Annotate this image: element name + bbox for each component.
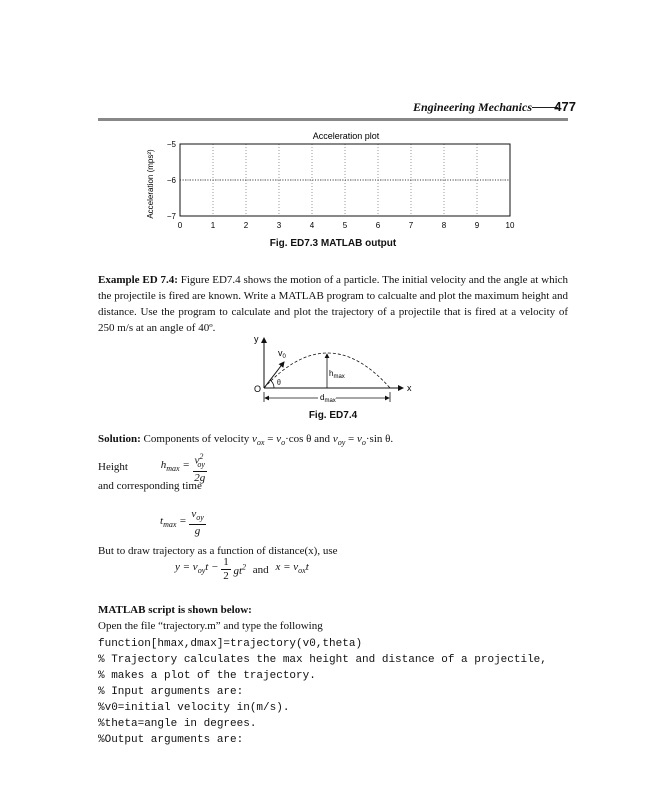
example-text: Figure ED7.4 shows the motion of a particle. The initial velocity and the angle at which the projectile is fired are known. Write a MATLAB program to calcualte and plot the maximum height and distance. Use the program to calculate and plot the trajectory of a projectile that is fired at a velocity of 250 m/s at an angle of 40º. [98,274,569,334]
chart-svg [140,128,530,236]
equals-2: = [345,433,357,445]
code-line: % Input arguments are: [98,686,244,698]
hmax-label: $h_{max}$ [329,369,345,380]
x-tick-label: 5 [342,221,348,230]
x-tick-label: 1 [210,221,216,230]
chart-ylabel: Acceleration (mps²) [146,149,155,219]
gt2-term: $gt^2$ [233,562,247,578]
acceleration-chart [140,128,530,236]
x-eq: $x = v_{ox}t$ [275,561,309,576]
code-line: %Output arguments are: [98,734,244,746]
x-tick-label: 6 [375,221,381,230]
code-line: % Trajectory calculates the max height and distance of a projectile, [98,654,547,666]
solution-text: Components of velocity [143,433,250,445]
example-label: Example ED 7.4: [98,274,178,286]
example-paragraph [98,272,568,336]
cos-text: ·cos θ and [285,433,331,445]
x-tick-label: 7 [408,221,414,230]
height-word: Height [98,461,128,474]
y-tick-label: −7 [166,212,176,221]
time-intro: and corresponding time [98,480,202,492]
solution-label: Solution: [98,433,141,445]
time-equation [160,508,360,538]
x-axis-label: x [407,383,412,393]
projectile-diagram [248,332,418,412]
v0-vector [264,362,284,388]
dmax-label: $d_{max}$ [320,393,336,404]
page-header [98,96,576,116]
voy-symbol: $v_{oy}$ [332,433,346,448]
page-number: 477 [554,99,576,114]
x-tick-label: 3 [276,221,282,230]
sin-text: ·sin θ. [365,433,394,445]
theta-label: θ [277,378,281,387]
time-fraction: $\frac{v_{oy}}{g}$ [191,508,204,538]
fig-ed7-3-caption: Fig. ED7.3 MATLAB output [269,238,397,249]
code-line: function[hmax,dmax]=trajectory(v0,theta) [98,638,363,650]
vo-symbol-2: $v_o$ [356,433,366,448]
vo-symbol-1: $v_o$ [276,433,286,448]
code-block [98,636,568,748]
vox-symbol: $v_{ox}$ [252,433,265,448]
x-tick-label: 4 [309,221,315,230]
and-word: and [252,563,269,576]
trajectory-equation [175,556,475,583]
trajectory-intro: But to draw trajectory as a function of distance(x), use [98,545,338,557]
theta-arc [270,380,274,388]
x-tick-label: 8 [441,221,447,230]
code-line: %theta=angle in degrees. [98,718,257,730]
x-tick-labels [178,221,515,230]
tmax-symbol: $t_{max}$ = [160,515,187,530]
code-line: % makes a plot of the trajectory. [98,670,316,682]
y-axis-label: y [254,334,259,344]
y-tick-labels [167,140,177,221]
header-rule [98,118,568,121]
code-line: %v0=initial velocity in(m/s). [98,702,290,714]
v0-label: $v_0$ [278,348,286,360]
chart-title: Acceleration plot [312,131,380,141]
x-tick-label: 9 [474,221,480,230]
origin-label: O [254,384,262,394]
y-tick-label: −6 [166,176,176,185]
fig-ed7-4-caption: Fig. ED7.4 [308,410,358,421]
script-intro: Open the file “trajectory.m” and type the following [98,620,323,632]
x-tick-label: 0 [177,221,183,230]
height-fraction: $\frac{v^2_{oy}}{2g}$ [194,452,206,484]
hmax-symbol: $h_{max}$ = [160,459,190,474]
x-tick-label: 10 [505,221,515,230]
diagram-svg [248,332,418,412]
script-heading: MATLAB script is shown below: [98,604,252,616]
running-title: Engineering Mechanics [412,100,532,114]
y-eq: $y = v_{oy}t$ − [175,561,219,576]
x-tick-label: 2 [243,221,249,230]
half-fraction: $\frac{1}{2}$ [223,556,229,582]
y-tick-label: −5 [166,140,176,149]
equals-1: = [264,433,277,445]
solution-line [98,431,568,451]
